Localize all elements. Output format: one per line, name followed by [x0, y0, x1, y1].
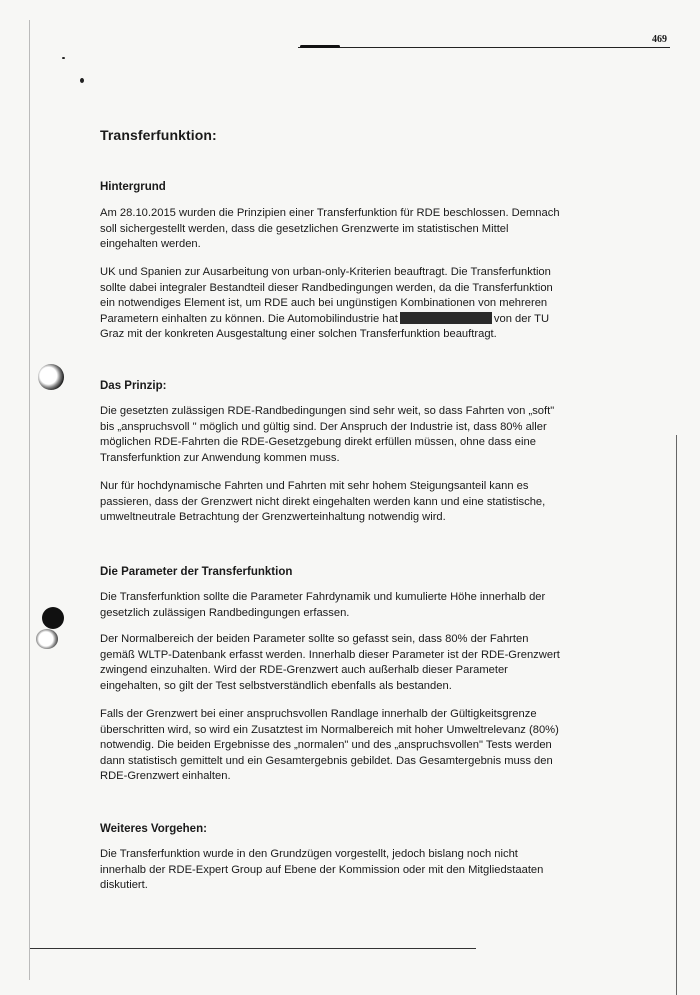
paragraph-hintergrund-1 [100, 206, 600, 253]
text-line: innerhalb der RDE-Expert Group auf Ebene der Kommission oder mit den Mitgliedstaaten [100, 863, 544, 876]
text-line: sollte dabei integraler Bestandteil dieser Randbedingungen werden, da die Transferfunktion [100, 281, 553, 294]
text-line: soll sichergestellt werden, dass die gesetzlichen Grenzwerte im statistischen Mittel [100, 222, 509, 235]
punch-hole [38, 364, 64, 390]
text-line: Nur für hochdynamische Fahrten und Fahrten mit sehr hohem Steigungsanteil kann es [100, 480, 529, 492]
text-line: möglichen RDE-Fahrten die RDE-Gesetzgebung direkt erfüllen müssen, ohne dass eine [100, 436, 536, 449]
header-rule-mark [300, 45, 340, 48]
scan-speck [62, 57, 65, 59]
heading-prinzip: Das Prinzip: [100, 380, 167, 392]
text-line: gemäß WLTP-Datenbank erfasst werden. Innerhalb dieser Parameter ist der RDE-Grenzwert [100, 648, 560, 661]
text-line: gesetzlich zulässigen Randbedingungen erfassen. [100, 606, 350, 619]
heading-parameter: Die Parameter der Transferfunktion [100, 566, 293, 578]
text-line-redacted [100, 312, 600, 328]
paragraph-prinzip-2 [100, 479, 600, 526]
text-line: Der Normalbereich der beiden Parameter sollte so gefasst sein, dass 80% der Fahrten [100, 633, 529, 645]
document-title: Transferfunktion: [100, 127, 217, 143]
scan-speck [80, 78, 84, 83]
paragraph-parameter-3 [100, 707, 600, 785]
text-before-redaction: Parametern einhalten zu können. Die Automobilindustrie hat [100, 312, 398, 325]
redaction-bar [400, 312, 492, 324]
punch-hole [36, 629, 58, 649]
scan-edge-line-right [676, 435, 677, 995]
paragraph-vorgehen-1 [100, 847, 600, 894]
text-line: RDE-Grenzwert einhalten. [100, 770, 231, 783]
text-line: UK und Spanien zur Ausarbeitung von urban-only-Kriterien beauftragt. Die Transferfunktion [100, 266, 551, 278]
page-number: 469 [652, 34, 667, 45]
text-line: Am 28.10.2015 wurden die Prinzipien einer Transferfunktion für RDE beschlossen. Demnach [100, 207, 560, 219]
scan-edge-line [29, 20, 30, 980]
text-line: zwingend einzuhalten. Wird der RDE-Grenzwert auch außerhalb dieser Parameter [100, 664, 508, 677]
text-line: Die Transferfunktion wurde in den Grundzügen vorgestellt, jedoch bislang noch nicht [100, 848, 518, 860]
header-rule [298, 47, 670, 48]
text-line: eingehalten werden. [100, 238, 201, 251]
text-line: umweltneutrale Betrachtung der Grenzwerteinhaltung notwendig wird. [100, 511, 446, 524]
text-line: passieren, dass der Grenzwert nicht direkt eingehalten werden kann und eine statistische, [100, 495, 546, 508]
text-after-redaction: von der TU [493, 312, 550, 325]
paragraph-prinzip-1 [100, 404, 600, 466]
text-line: eingehalten, so gilt der Test selbstverständlich ebenfalls als bestanden. [100, 679, 452, 692]
paragraph-parameter-1 [100, 590, 600, 621]
heading-hintergrund: Hintergrund [100, 181, 166, 193]
paragraph-hintergrund-2 [100, 265, 600, 343]
text-line: Graz mit der konkreten Ausgestaltung einer solchen Transferfunktion beauftragt. [100, 328, 497, 341]
text-line: bis „anspruchsvoll " möglich und gültig sind. Der Anspruch der Industrie ist, dass 80% aller [100, 420, 547, 433]
paragraph-parameter-2 [100, 632, 600, 694]
punch-hole [42, 607, 64, 629]
text-line: Die gesetzten zulässigen RDE-Randbedingungen sind sehr weit, so dass Fahrten von „soft" [100, 405, 555, 417]
text-line: Transferfunktion zur Anwendung kommen muss. [100, 451, 340, 464]
text-line: notwendig. Die beiden Ergebnisse des „normalen" und des „anspruchsvollen" Tests werden [100, 739, 552, 752]
text-line: diskutiert. [100, 879, 148, 892]
text-line: Falls der Grenzwert bei einer anspruchsvollen Randlage innerhalb der Gültigkeitsgrenze [100, 708, 537, 720]
text-line: dann statistisch gemittelt und ein Gesamtergebnis gebildet. Das Gesamtergebnis muss den [100, 754, 553, 767]
footer-rule [30, 948, 476, 949]
text-line: überschritten wird, so wird ein Zusatztest im Normalbereich mit hoher Umweltrelevanz (80%) [100, 723, 559, 736]
heading-vorgehen: Weiteres Vorgehen: [100, 823, 207, 835]
text-line: Die Transferfunktion sollte die Parameter Fahrdynamik und kumulierte Höhe innerhalb der [100, 591, 546, 603]
text-line: ein notwendiges Element ist, um RDE auch bei ungünstigen Kombinationen von mehreren [100, 297, 548, 310]
